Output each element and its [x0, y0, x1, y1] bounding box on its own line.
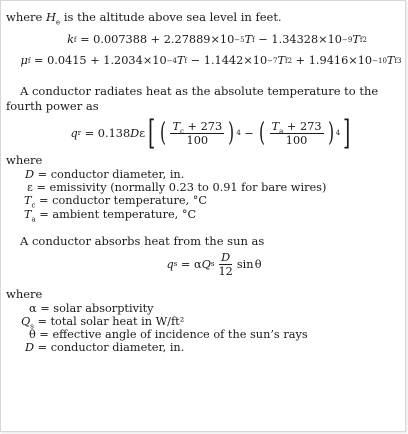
definition-item — [29, 302, 398, 315]
definition-item — [24, 208, 398, 221]
definition-item — [25, 168, 398, 181]
qs-symbol: q — [166, 257, 174, 271]
qs-twelve: 12 — [218, 264, 233, 278]
def-symbol: ε — [27, 181, 33, 195]
def-subscript: s — [30, 322, 34, 331]
qr-frac-tc: $\frac{T_c + 273}{100}$ — [172, 119, 223, 147]
equation-qr: q r = 0.138 D ε [ ( $\frac{T_c + 273}{100}$ ) 4 − ( $\frac{T_a + 273}{100}$ ) 4 ] — [70, 113, 351, 153]
def-symbol: D — [25, 168, 35, 181]
document-content — [6, 8, 402, 355]
qs-D: D — [221, 250, 231, 264]
muf-symbol: μ — [20, 54, 28, 67]
def-symbol: θ — [29, 328, 36, 342]
qs-sin: sin — [236, 257, 254, 271]
muf-c1: 1.2034 — [103, 54, 143, 67]
kf-c0: 0.007388 — [93, 33, 148, 46]
def-symbol: D — [25, 341, 35, 355]
def-symbol: α — [29, 301, 37, 315]
left-bracket-glyph: [ — [148, 113, 156, 153]
def-subscript: a — [31, 214, 36, 223]
kf-c1: 2.27889 — [163, 33, 211, 46]
radiation-paragraph: A conductor radiates heat as the absolute temperature to the fourth power as — [6, 84, 379, 113]
altitude-symbol: H — [46, 10, 57, 24]
def-text: = conductor diameter, in. — [34, 168, 185, 181]
absorption-paragraph: A conductor absorbs heat from the sun as — [20, 233, 265, 248]
def-text: = emissivity (normally 0.23 to 0.91 for bare wires) — [32, 181, 327, 195]
qs-theta: θ — [254, 257, 262, 271]
where-label-1: where — [6, 153, 43, 167]
qr-symbol: q — [70, 126, 78, 140]
qr-den1: 100 — [186, 133, 209, 147]
def-symbol: T — [24, 207, 32, 221]
intro-text: where — [6, 10, 47, 24]
equation-kf: k f = 0.007388 + 2.27889 ×10 −5 T f − 1.34328 ×10 −9 T f 2 — [67, 33, 367, 46]
qr-frac-ta: $\frac{T_a + 273}{100}$ — [271, 119, 322, 147]
kf-symbol: k — [67, 33, 74, 46]
muf-c0: 0.0415 — [47, 54, 87, 67]
def-symbol: T — [24, 194, 32, 208]
def-symbol: Q — [21, 315, 31, 329]
qr-k1: 273 — [200, 119, 223, 133]
altitude-subscript: e — [56, 18, 61, 27]
muf-c3: 1.9416 — [308, 54, 349, 67]
def-text: = conductor temperature, °C — [35, 194, 208, 208]
def-text: = conductor diameter, in. — [34, 341, 185, 355]
qs-Q: Q — [201, 257, 211, 271]
intro-paragraph — [6, 10, 398, 25]
qr-k2: 273 — [300, 119, 322, 133]
qr-coef: 0.138 — [97, 126, 131, 140]
definition-item — [21, 315, 398, 331]
definition-item — [29, 328, 398, 341]
definition-item — [25, 341, 398, 354]
def-text: = solar absorptivity — [36, 301, 154, 315]
muf-c2: 1.1442 — [203, 54, 244, 67]
def-text: = effective angle of incidence of the sun’s rays — [35, 328, 308, 342]
def-text: = ambient temperature, °C — [35, 207, 197, 221]
equation-muf: μ f = 0.0415 + 1.2034 ×10 −4 T f − 1.1442 ×10 −7 T f 2 + 1.9416 ×10 −10 T f 3 — [20, 54, 402, 67]
def-subscript: c — [31, 201, 36, 210]
right-bracket-glyph: ] — [343, 113, 351, 153]
qr-den2: 100 — [285, 133, 308, 147]
definition-item — [27, 181, 398, 194]
definition-item — [24, 194, 398, 210]
intro-text-rest: is the altitude above sea level in feet. — [60, 10, 282, 24]
qs-alpha: α — [193, 257, 202, 271]
kf-c2: 1.34328 — [271, 33, 319, 46]
equation-qs: q s = α Q s $\frac{D}{12}$ sin θ — [166, 250, 262, 278]
qs-fraction — [216, 251, 234, 278]
where-label-2: where — [6, 286, 43, 301]
definitions-list-1 — [21, 168, 398, 221]
def-text: = total solar heat in W/ft² — [33, 315, 185, 329]
definitions-list-2 — [21, 302, 398, 355]
